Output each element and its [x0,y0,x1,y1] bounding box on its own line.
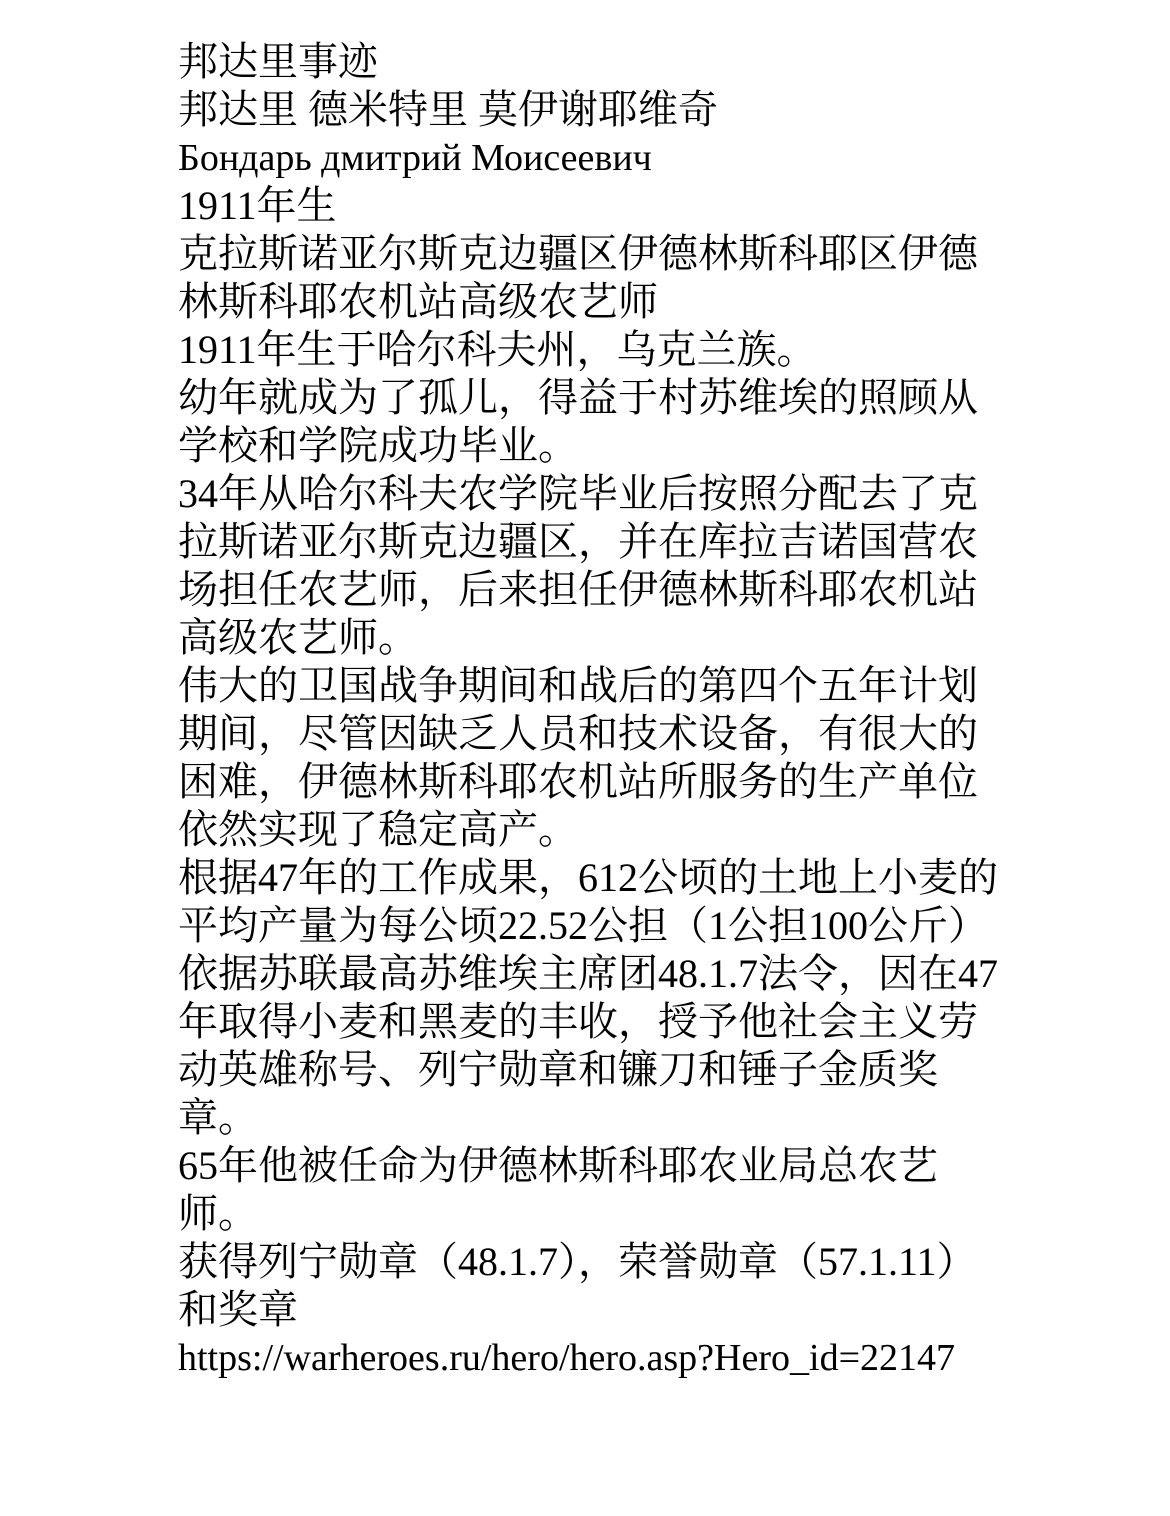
document-body [178,38,998,1382]
source-link[interactable]: https://warheroes.ru/hero/hero.asp?Hero_id=22147 [178,1337,955,1379]
paragraph-award-decree: 依据苏联最高苏维埃主席团48.1.7法令，因在47年取得小麦和黑麦的丰收，授予他社会主义劳动英雄称号、列宁勋章和镰刀和锤子金质奖章。 [178,951,998,1140]
paragraph-harvest-results: 根据47年的工作成果，612公顷的土地上小麦的平均产量为每公顷22.52公担（1公担100公斤） [178,855,998,948]
paragraph-war-years: 伟大的卫国战争期间和战后的第四个五年计划期间，尽管因缺乏人员和技术设备，有很大的困难，伊德林斯科耶农机站所服务的生产单位依然实现了稳定高产。 [178,663,978,852]
paragraph-childhood: 幼年就成为了孤儿，得益于村苏维埃的照顾从学校和学院成功毕业。 [178,375,978,468]
paragraph-appointment: 65年他被任命为伊德林斯科耶农业局总农艺师。 [178,1143,938,1236]
hero-name-chinese: 邦达里 德米特里 莫伊谢耶维奇 [178,87,718,132]
document-title: 邦达里事迹 [178,39,378,84]
paragraph-awards: 获得列宁勋章（48.1.7），荣誉勋章（57.1.11）和奖章 [178,1239,977,1332]
paragraph-birthplace: 1911年生于哈尔科夫州，乌克兰族。 [178,327,817,372]
birth-year: 1911年生 [178,183,337,228]
hero-position: 克拉斯诺亚尔斯克边疆区伊德林斯科耶区伊德林斯科耶农机站高级农艺师 [178,231,978,324]
paragraph-career: 34年从哈尔科夫农学院毕业后按照分配去了克拉斯诺亚尔斯克边疆区，并在库拉吉诺国营农场担任农艺师，后来担任伊德林斯科耶农机站高级农艺师。 [178,471,978,660]
hero-name-russian: Бондарь дмитрий Моисеевич [178,137,652,179]
